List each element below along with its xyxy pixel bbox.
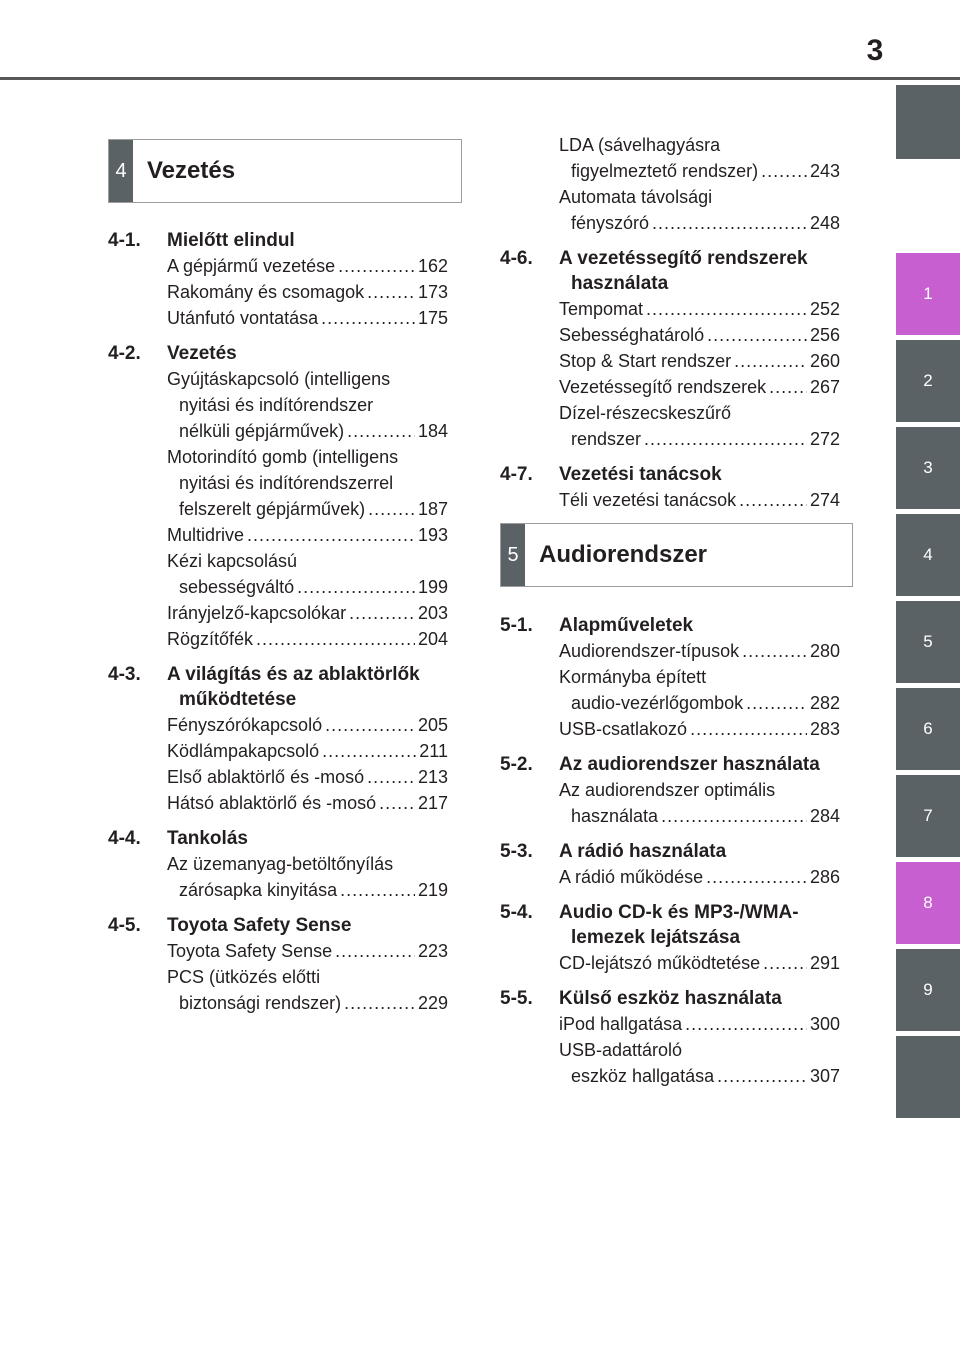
dot-leader [335, 938, 415, 964]
section-heading [500, 246, 840, 271]
toc-entry[interactable] [500, 296, 840, 322]
section-number: 4-1. [108, 230, 141, 251]
toc-entry-text: Hátsó ablaktörlő és -mosó [167, 793, 377, 813]
toc-entry[interactable] [500, 132, 840, 184]
toc-entry-text: Rakomány és csomagok [167, 282, 365, 302]
toc-entry-line [167, 877, 448, 903]
dot-leader [340, 877, 415, 903]
toc-entry-page: 248 [809, 213, 840, 233]
section-heading [500, 271, 840, 296]
toc-entry-text: sebességváltó [179, 577, 295, 597]
chapter-tab-3[interactable] [896, 427, 960, 509]
toc-entry-page: 291 [809, 953, 840, 973]
chapter-tab-4[interactable] [896, 514, 960, 596]
toc-entry-line [167, 600, 448, 626]
toc-entry[interactable] [500, 322, 840, 348]
section-number: 4-6. [500, 248, 533, 269]
toc-entry-line [559, 777, 840, 803]
toc-entry-page: 282 [809, 693, 840, 713]
toc-entry[interactable] [108, 851, 448, 903]
toc-entry[interactable] [500, 950, 840, 976]
section-title: használata [571, 273, 669, 294]
chapter-tab-label: 8 [923, 893, 933, 912]
dot-leader [690, 716, 807, 742]
section-title: Vezetés [167, 343, 237, 364]
toc-entry-text: figyelmeztető rendszer) [571, 161, 759, 181]
dot-leader [661, 803, 807, 829]
toc-entry-page: 272 [809, 429, 840, 449]
toc-entry-page: 211 [419, 741, 448, 761]
toc-entry-text: használata [571, 806, 659, 826]
dot-leader [685, 1011, 807, 1037]
toc-entry-line [167, 851, 448, 877]
dot-leader [256, 626, 415, 652]
toc-entry-line [167, 496, 448, 522]
chapter-tab-label: 6 [923, 719, 933, 738]
toc-entry[interactable] [108, 444, 448, 522]
section-title: A rádió használata [559, 841, 727, 862]
toc-entry-page: 260 [809, 351, 840, 371]
dot-leader [367, 279, 415, 305]
toc-entry-page: 205 [417, 715, 448, 735]
chapter-tab-label: 3 [923, 458, 933, 477]
toc-entry-line [167, 470, 448, 496]
section-number: 4-2. [108, 343, 141, 364]
toc-entry-line [559, 374, 840, 400]
toc-entry-line [167, 522, 448, 548]
chapter-tab-label: 7 [923, 806, 933, 825]
toc-entry[interactable] [108, 938, 448, 964]
chapter-4-title: Vezetés [147, 157, 236, 184]
toc-entry-text: A gépjármű vezetése [167, 256, 336, 276]
toc-entry-line [559, 158, 840, 184]
section-title: Tankolás [167, 828, 248, 849]
toc-entry-line [167, 305, 448, 331]
chapter-tab-label: 9 [923, 980, 933, 999]
toc-entry-line [559, 487, 840, 513]
toc-entry-page: 267 [809, 377, 840, 397]
chapter-tab-label: 5 [923, 632, 933, 651]
section-number: 5-2. [500, 754, 533, 775]
toc-entry[interactable] [500, 777, 840, 829]
toc-entry-text: Vezetéssegítő rendszerek [559, 377, 767, 397]
toc-entry-text: Irányjelző-kapcsolókar [167, 603, 347, 623]
section-heading [500, 986, 840, 1011]
dot-leader [247, 522, 415, 548]
toc-entry[interactable] [500, 184, 840, 236]
toc-entry-page: 286 [809, 867, 840, 887]
chapter-tab-1[interactable] [896, 253, 960, 335]
toc-entry-line [559, 322, 840, 348]
toc-entry-text: LDA (sávelhagyásra [559, 135, 721, 155]
toc-entry-text: CD-lejátszó működtetése [559, 953, 761, 973]
toc-entry[interactable] [108, 366, 448, 444]
toc-entry-page: 162 [417, 256, 448, 276]
toc-entry-page: 280 [809, 641, 840, 661]
toc-entry-text: Motorindító gomb (intelligens [167, 447, 399, 467]
toc-entry-text: Ködlámpakapcsoló [167, 741, 320, 761]
toc-entry-text: Az audiorendszer optimális [559, 780, 776, 800]
section-number: 5-4. [500, 902, 533, 923]
chapter-tab-7[interactable] [896, 775, 960, 857]
section-heading [500, 839, 840, 864]
toc-entry-line [559, 184, 840, 210]
section-title: működtetése [179, 689, 297, 710]
chapter-tab-label: 4 [923, 545, 933, 564]
toc-entry-line [167, 764, 448, 790]
toc-entry-page: 193 [417, 525, 448, 545]
chapter-tab-blank-0[interactable] [896, 85, 960, 159]
toc-entry[interactable] [108, 600, 448, 626]
section-number: 4-5. [108, 915, 141, 936]
toc-entry-text: Dízel-részecskeszűrő [559, 403, 732, 423]
top-rule [0, 77, 960, 80]
dot-leader [742, 638, 807, 664]
dot-leader [297, 574, 415, 600]
section-title: Vezetési tanácsok [559, 464, 722, 485]
toc-entry-text: Automata távolsági [559, 187, 713, 207]
toc-entry-page: 300 [809, 1014, 840, 1034]
toc-entry-line [167, 392, 448, 418]
dot-leader [644, 426, 807, 452]
section-title: Audio CD-k és MP3-/WMA- [559, 902, 799, 923]
dot-leader [325, 712, 415, 738]
toc-entry-page: 283 [809, 719, 840, 739]
toc-entry-page: 256 [809, 325, 840, 345]
toc-entry-text: Rögzítőfék [167, 629, 254, 649]
toc-entry-page: 284 [809, 806, 840, 826]
toc-entry-line [167, 366, 448, 392]
toc-entry-text: nyitási és indítórendszer [179, 395, 374, 415]
toc-entry[interactable] [108, 305, 448, 331]
toc-entry-page: 203 [417, 603, 448, 623]
toc-entry-line [559, 664, 840, 690]
toc-entry[interactable] [500, 716, 840, 742]
dot-leader [344, 990, 415, 1016]
section-title: Mielőtt elindul [167, 230, 295, 251]
toc-entry-line [559, 132, 840, 158]
toc-entry-text: Kormányba épített [559, 667, 707, 687]
toc-entry[interactable] [500, 374, 840, 400]
dot-leader [717, 1063, 807, 1089]
toc-entry[interactable] [108, 253, 448, 279]
toc-entry-text: Sebességhatároló [559, 325, 705, 345]
dot-leader [338, 253, 415, 279]
chapter-5-header [500, 523, 853, 587]
toc-entry-line [167, 990, 448, 1016]
toc-entry-line [167, 790, 448, 816]
dot-leader [769, 374, 807, 400]
toc-entry-line [167, 964, 448, 990]
section-title: Az audiorendszer használata [559, 754, 820, 775]
chapter-tab-5[interactable] [896, 601, 960, 683]
toc-entry-line [559, 1037, 840, 1063]
dot-leader [368, 496, 415, 522]
section-number: 5-5. [500, 988, 533, 1009]
toc-entry-page: 175 [417, 308, 448, 328]
toc-entry-text: Audiorendszer-típusok [559, 641, 740, 661]
toc-entry[interactable] [108, 279, 448, 305]
dot-leader [349, 600, 415, 626]
section-heading [500, 900, 840, 925]
toc-entry[interactable] [108, 626, 448, 652]
toc-entry[interactable] [500, 1011, 840, 1037]
toc-entry-text: Fényszórókapcsoló [167, 715, 323, 735]
toc-entry[interactable] [500, 400, 840, 452]
section-title: A világítás és az ablaktörlők [167, 664, 420, 685]
toc-column-right-top [500, 132, 840, 513]
dot-leader [706, 864, 807, 890]
section-heading [108, 687, 448, 712]
toc-entry-line [167, 738, 448, 764]
section-number: 4-7. [500, 464, 533, 485]
toc-entry[interactable] [500, 348, 840, 374]
toc-entry[interactable] [108, 522, 448, 548]
dot-leader [646, 296, 807, 322]
toc-entry-line [559, 426, 840, 452]
toc-entry-text: nyitási és indítórendszerrel [179, 473, 394, 493]
toc-entry-page: 243 [809, 161, 840, 181]
chapter-5-title: Audiorendszer [539, 541, 708, 568]
section-title: A vezetéssegítő rendszerek [559, 248, 808, 269]
dot-leader [652, 210, 807, 236]
section-title: Toyota Safety Sense [167, 915, 352, 936]
chapter-4-header [108, 139, 462, 203]
toc-entry-line [167, 938, 448, 964]
section-heading [500, 613, 840, 638]
toc-entry-text: Tempomat [559, 299, 644, 319]
toc-entry[interactable] [108, 548, 448, 600]
toc-entry-text: PCS (ütközés előtti [167, 967, 321, 987]
toc-entry-text: eszköz hallgatása [571, 1066, 715, 1086]
section-heading [108, 228, 448, 253]
toc-entry-line [559, 690, 840, 716]
toc-entry-page: 213 [417, 767, 448, 787]
toc-entry-line [167, 418, 448, 444]
toc-entry-line [559, 716, 840, 742]
chapter-tab-label: 2 [923, 371, 933, 390]
toc-entry[interactable] [500, 1037, 840, 1089]
toc-entry-line [167, 548, 448, 574]
chapter-4-number: 4 [109, 140, 133, 202]
section-number: 5-1. [500, 615, 533, 636]
toc-entry-page: 229 [417, 993, 448, 1013]
toc-entry-text: Az üzemanyag-betöltőnyílás [167, 854, 394, 874]
toc-entry-page: 204 [417, 629, 448, 649]
toc-entry-text: audio-vezérlőgombok [571, 693, 744, 713]
toc-entry[interactable] [108, 712, 448, 738]
dot-leader [746, 690, 807, 716]
toc-entry-page: 274 [809, 490, 840, 510]
toc-entry-text: Stop & Start rendszer [559, 351, 732, 371]
toc-entry-page: 184 [417, 421, 448, 441]
toc-entry-line [559, 348, 840, 374]
toc-entry-text: felszerelt gépjárművek) [179, 499, 366, 519]
toc-entry-text: zárósapka kinyitása [179, 880, 338, 900]
toc-entry-text: Kézi kapcsolású [167, 551, 298, 571]
toc-entry-line [559, 1011, 840, 1037]
section-heading [500, 752, 840, 777]
dot-leader [367, 764, 415, 790]
toc-entry[interactable] [108, 790, 448, 816]
toc-entry-page: 223 [417, 941, 448, 961]
toc-entry-text: Első ablaktörlő és -mosó [167, 767, 365, 787]
toc-entry-line [167, 253, 448, 279]
section-title: Külső eszköz használata [559, 988, 782, 1009]
chapter-5-number: 5 [501, 524, 525, 586]
toc-entry-line [559, 296, 840, 322]
toc-entry-page: 252 [809, 299, 840, 319]
dot-leader [734, 348, 807, 374]
dot-leader [739, 487, 807, 513]
toc-entry-page: 187 [417, 499, 448, 519]
dot-leader [321, 305, 415, 331]
toc-entry-line [167, 444, 448, 470]
chapter-tab-label: 1 [923, 284, 933, 303]
toc-entry[interactable] [108, 964, 448, 1016]
toc-column-right-bottom [500, 603, 840, 1089]
toc-entry-page: 217 [417, 793, 448, 813]
toc-entry-line [559, 210, 840, 236]
toc-entry-line [167, 574, 448, 600]
section-heading [500, 925, 840, 950]
toc-entry[interactable] [500, 638, 840, 664]
section-number: 4-4. [108, 828, 141, 849]
toc-entry[interactable] [500, 487, 840, 513]
toc-entry[interactable] [108, 738, 448, 764]
toc-entry-text: rendszer [571, 429, 642, 449]
toc-entry-page: 199 [417, 577, 448, 597]
section-number: 4-3. [108, 664, 141, 685]
toc-entry-text: biztonsági rendszer) [179, 993, 342, 1013]
toc-entry-line [559, 638, 840, 664]
toc-entry-line [559, 950, 840, 976]
chapter-tab-9[interactable] [896, 949, 960, 1031]
section-title: Alapműveletek [559, 615, 694, 636]
page-number: 3 [866, 34, 884, 67]
dot-leader [707, 322, 807, 348]
dot-leader [379, 790, 415, 816]
toc-entry-text: Utánfutó vontatása [167, 308, 319, 328]
toc-entry-line [559, 1063, 840, 1089]
chapter-tab-6[interactable] [896, 688, 960, 770]
toc-entry-line [559, 864, 840, 890]
toc-entry-line [559, 803, 840, 829]
dot-leader [347, 418, 415, 444]
toc-entry[interactable] [500, 664, 840, 716]
toc-entry-page: 173 [417, 282, 448, 302]
toc-entry-text: fényszóró [571, 213, 650, 233]
section-heading [108, 913, 448, 938]
toc-entry-text: Téli vezetési tanácsok [559, 490, 737, 510]
section-heading [108, 826, 448, 851]
toc-entry-text: iPod hallgatása [559, 1014, 683, 1034]
toc-entry-text: USB-csatlakozó [559, 719, 688, 739]
toc-entry[interactable] [108, 764, 448, 790]
section-title: lemezek lejátszása [571, 927, 741, 948]
toc-entry-text: Gyújtáskapcsoló (intelligens [167, 369, 391, 389]
section-heading [500, 462, 840, 487]
toc-entry-line [167, 279, 448, 305]
dot-leader [763, 950, 807, 976]
dot-leader [761, 158, 807, 184]
toc-entry-page: 219 [417, 880, 448, 900]
chapter-tab-2[interactable] [896, 340, 960, 422]
toc-column-left [108, 218, 448, 1016]
toc-entry-text: A rádió működése [559, 867, 704, 887]
section-heading [108, 341, 448, 366]
chapter-tab-8[interactable] [896, 862, 960, 944]
toc-entry-line [559, 400, 840, 426]
section-number: 5-3. [500, 841, 533, 862]
toc-entry-line [167, 712, 448, 738]
toc-entry-text: USB-adattároló [559, 1040, 683, 1060]
dot-leader [322, 738, 416, 764]
toc-entry-text: Multidrive [167, 525, 245, 545]
toc-entry-text: Toyota Safety Sense [167, 941, 333, 961]
chapter-tab-blank-11[interactable] [896, 1080, 960, 1118]
toc-entry-page: 307 [809, 1066, 840, 1086]
toc-entry-text: nélküli gépjárművek) [179, 421, 345, 441]
toc-entry[interactable] [500, 864, 840, 890]
section-heading [108, 662, 448, 687]
toc-entry-line [167, 626, 448, 652]
